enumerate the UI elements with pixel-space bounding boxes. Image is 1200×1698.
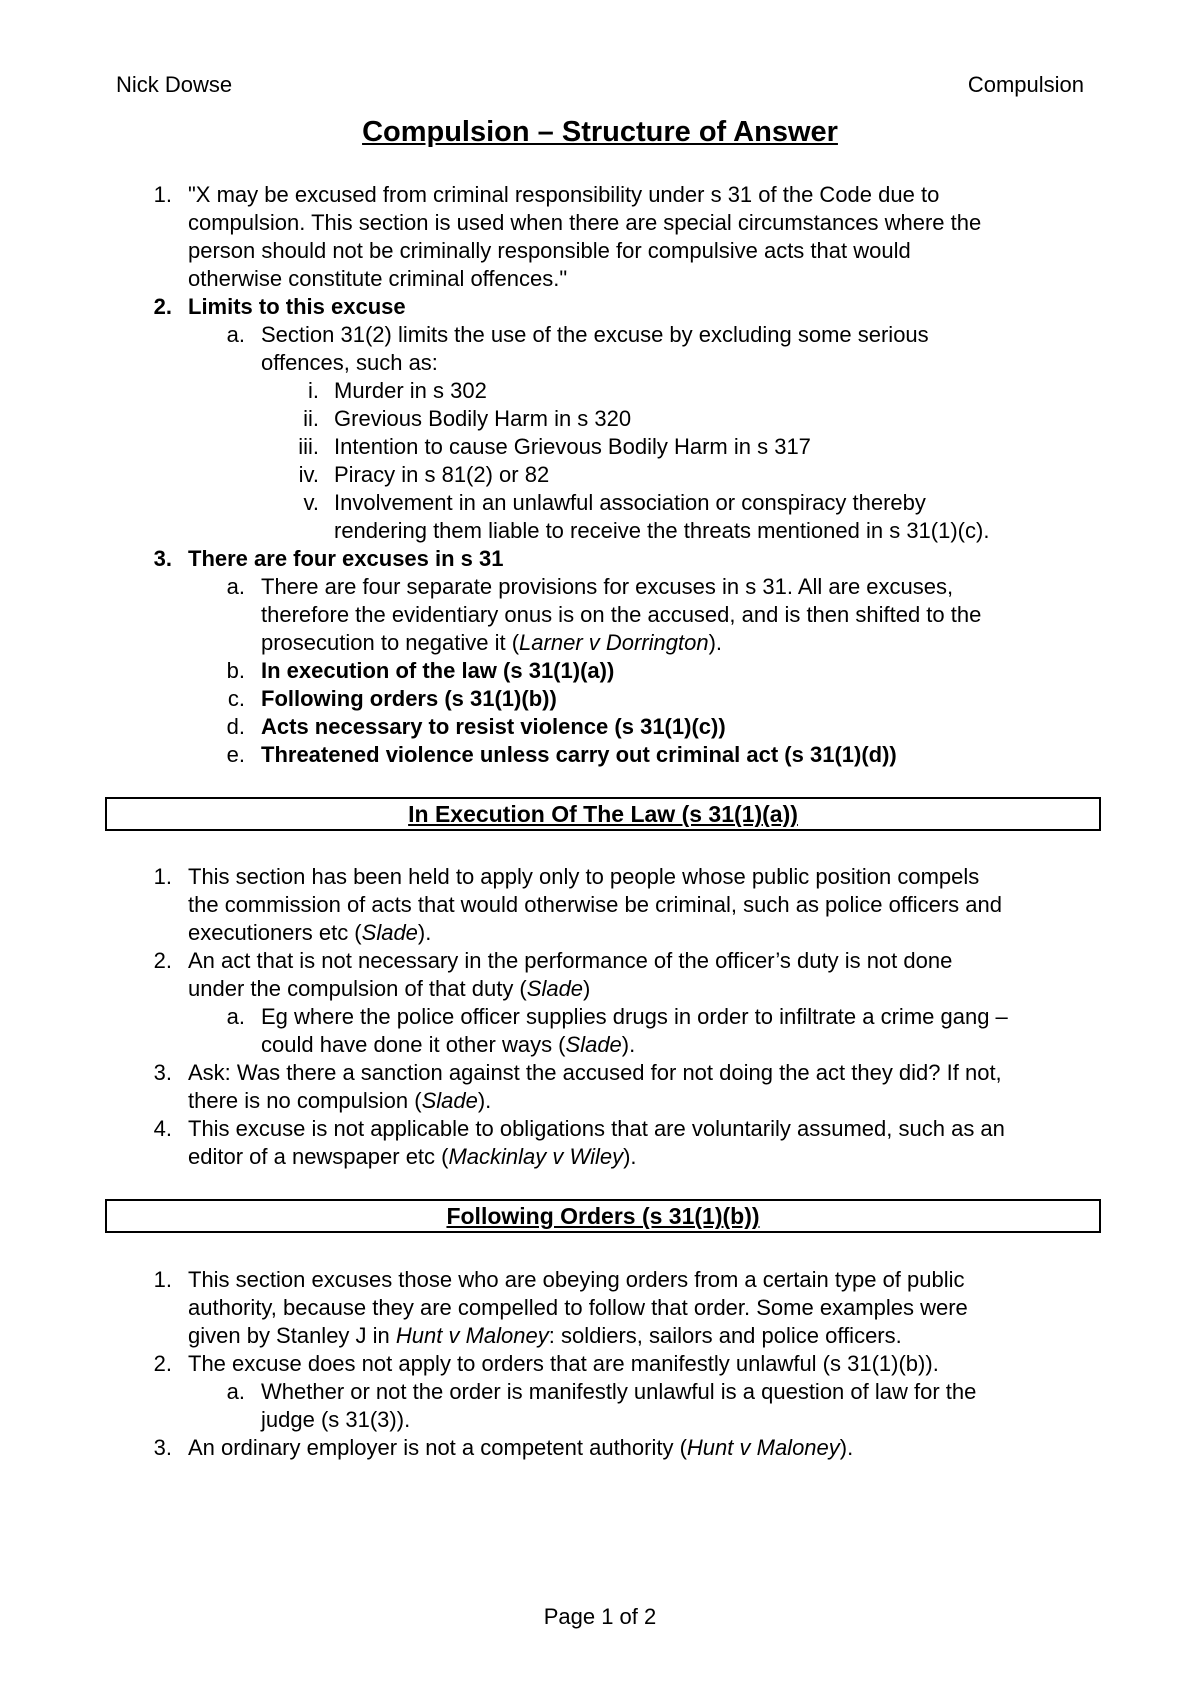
orders-p3-end: ). [839,1435,854,1460]
list-marker: 2. [153,948,172,973]
law-p4-text: editor of a newspaper etc ( [188,1144,449,1169]
list-item-cont [0,237,1200,265]
case-citation: Slade [361,920,418,945]
orders-p3-line [188,1434,853,1462]
list-marker: 4. [153,1116,172,1141]
list-marker: 1. [153,864,172,889]
law-p2-line [188,975,590,1003]
page-title: Compulsion – Structure of Answer [362,116,838,148]
item1-line: otherwise constitute criminal offences." [188,266,568,291]
excuse-item: Following orders (s 31(1)(b)) [261,686,557,711]
list-item [0,1434,1200,1462]
list-item-cont [0,975,1200,1003]
list-item [0,1115,1200,1143]
list-item-cont [0,349,1200,377]
law-p2a-line [261,1031,635,1059]
list-marker: 2. [153,294,172,319]
list-item [0,947,1200,975]
offence-item: Grevious Bodily Harm in s 320 [334,406,632,431]
list-marker: v. [303,490,319,515]
list-item-cont [0,601,1200,629]
item2-heading: Limits to this excuse [188,294,406,319]
list-marker: 3. [153,1435,172,1460]
orders-p3-text: An ordinary employer is not a competent authority ( [188,1435,687,1460]
list-item-cont [0,1143,1200,1171]
law-p1-line: the commission of acts that would otherwise be criminal, such as police officers and [188,892,1002,917]
item3-heading: There are four excuses in s 31 [188,546,504,571]
orders-p1-line: authority, because they are compelled to follow that order. Some examples were [188,1295,968,1320]
list-marker: a. [226,322,245,347]
law-p2-line: An act that is not necessary in the performance of the officer’s duty is not done [188,948,953,973]
item3a-text: prosecution to negative it ( [261,630,520,655]
list-marker: 1. [153,1267,172,1292]
item3a-line: therefore the evidentiary onus is on the accused, and is then shifted to the [261,602,982,627]
list-item [0,461,1200,489]
list-marker: iii. [298,434,319,459]
list-marker: b. [226,658,245,683]
law-p2a-text: could have done it other ways ( [261,1032,566,1057]
case-citation: Hunt v Maloney [395,1323,549,1348]
list-marker: 2. [153,1351,172,1376]
item3a-end: ). [708,630,723,655]
list-item-cont [0,1087,1200,1115]
list-marker: i. [308,378,319,403]
list-marker: a. [226,1004,245,1029]
orders-p2-line: The excuse does not apply to orders that are manifestly unlawful (s 31(1)(b)). [188,1351,939,1376]
list-item [0,573,1200,601]
offence-item: Murder in s 302 [334,378,487,403]
case-citation: Hunt v Maloney [686,1435,840,1460]
law-list [0,863,1200,1171]
list-item [0,405,1200,433]
excuse-item: Acts necessary to resist violence (s 31(1)(c)) [261,714,726,739]
list-item [0,741,1200,769]
list-item [0,1059,1200,1087]
orders-p1-line: This section excuses those who are obeying orders from a certain type of public [188,1267,965,1292]
orders-p1-text: given by Stanley J in [188,1323,396,1348]
law-p1-line: This section has been held to apply only to people whose public position compels [188,864,980,889]
item3a-line [261,629,722,657]
list-item [0,713,1200,741]
orders-list [0,1266,1200,1462]
list-item [0,433,1200,461]
list-item-cont [0,1031,1200,1059]
list-marker: e. [226,742,245,767]
law-p2-text: under the compulsion of that duty ( [188,976,527,1001]
list-marker: a. [226,1379,245,1404]
case-citation: Slade [565,1032,622,1057]
list-item [0,545,1200,573]
list-item-cont [0,517,1200,545]
list-item [0,1350,1200,1378]
list-marker: 3. [153,546,172,571]
list-marker: a. [226,574,245,599]
list-item-cont [0,1322,1200,1350]
list-item-cont [0,1294,1200,1322]
list-item-cont [0,265,1200,293]
orders-p2a-line: judge (s 31(3)). [261,1407,411,1432]
item2a-line: Section 31(2) limits the use of the excuse by excluding some serious [261,322,929,347]
item3a-line: There are four separate provisions for excuses in s 31. All are excuses, [261,574,954,599]
list-marker: 3. [153,1060,172,1085]
law-p2a-end: ). [621,1032,636,1057]
list-marker: d. [226,714,245,739]
list-item-cont [0,1406,1200,1434]
law-p4-line: This excuse is not applicable to obligations that are voluntarily assumed, such as an [188,1116,1005,1141]
structure-list [0,181,1200,769]
section-heading-law: In Execution Of The Law (s 31(1)(a)) [105,797,1101,831]
list-item [0,863,1200,891]
law-p3-line: Ask: Was there a sanction against the accused for not doing the act they did? If not, [188,1060,1002,1085]
law-p2a-line: Eg where the police officer supplies drugs in order to infiltrate a crime gang – [261,1004,1008,1029]
list-marker: iv. [298,462,319,487]
law-p3-text: there is no compulsion ( [188,1088,422,1113]
law-p1-end: ). [417,920,432,945]
list-item-cont [0,629,1200,657]
list-marker: c. [227,686,245,711]
orders-p1-end: : soldiers, sailors and police officers. [548,1323,902,1348]
list-item [0,1266,1200,1294]
header-topic: Compulsion [967,72,1084,97]
offence-item: Intention to cause Grievous Bodily Harm in s 317 [334,434,811,459]
list-item [0,293,1200,321]
list-item [0,1003,1200,1031]
list-marker: ii. [303,406,319,431]
offence-item: Involvement in an unlawful association or conspiracy thereby [334,490,926,515]
list-item-cont [0,919,1200,947]
excuse-item: Threatened violence unless carry out criminal act (s 31(1)(d)) [261,742,897,767]
law-p1-line [188,919,431,947]
list-item [0,377,1200,405]
law-p4-end: ). [623,1144,637,1169]
case-citation: Larner v Dorrington [519,630,709,655]
law-p4-line [188,1143,637,1171]
list-item [0,657,1200,685]
section-heading-orders: Following Orders (s 31(1)(b)) [105,1199,1101,1233]
case-citation: Mackinlay v Wiley [448,1144,624,1169]
orders-p2a-line: Whether or not the order is manifestly unlawful is a question of law for the [261,1379,977,1404]
law-p3-end: ). [477,1088,492,1113]
list-item-cont [0,891,1200,919]
orders-p1-line [188,1322,902,1350]
item1-line: compulsion. This section is used when there are special circumstances where the [188,210,982,235]
list-item-cont [0,209,1200,237]
header-author: Nick Dowse [116,72,233,97]
item1-line: "X may be excused from criminal responsibility under s 31 of the Code due to [188,182,940,207]
law-p3-line [188,1087,491,1115]
list-item [0,321,1200,349]
law-p2-end: ) [583,976,591,1001]
law-p1-text: executioners etc ( [188,920,362,945]
item2a-line: offences, such as: [261,350,438,375]
item1-line: person should not be criminally responsible for compulsive acts that would [188,238,911,263]
list-marker: 1. [153,182,172,207]
list-item [0,685,1200,713]
case-citation: Slade [526,976,584,1001]
excuse-item: In execution of the law (s 31(1)(a)) [261,658,615,683]
list-item [0,489,1200,517]
list-item [0,181,1200,209]
offence-item: rendering them liable to receive the threats mentioned in s 31(1)(c). [334,518,990,543]
page-number: Page 1 of 2 [543,1604,657,1629]
offence-item: Piracy in s 81(2) or 82 [334,462,550,487]
list-item [0,1378,1200,1406]
case-citation: Slade [421,1088,478,1113]
